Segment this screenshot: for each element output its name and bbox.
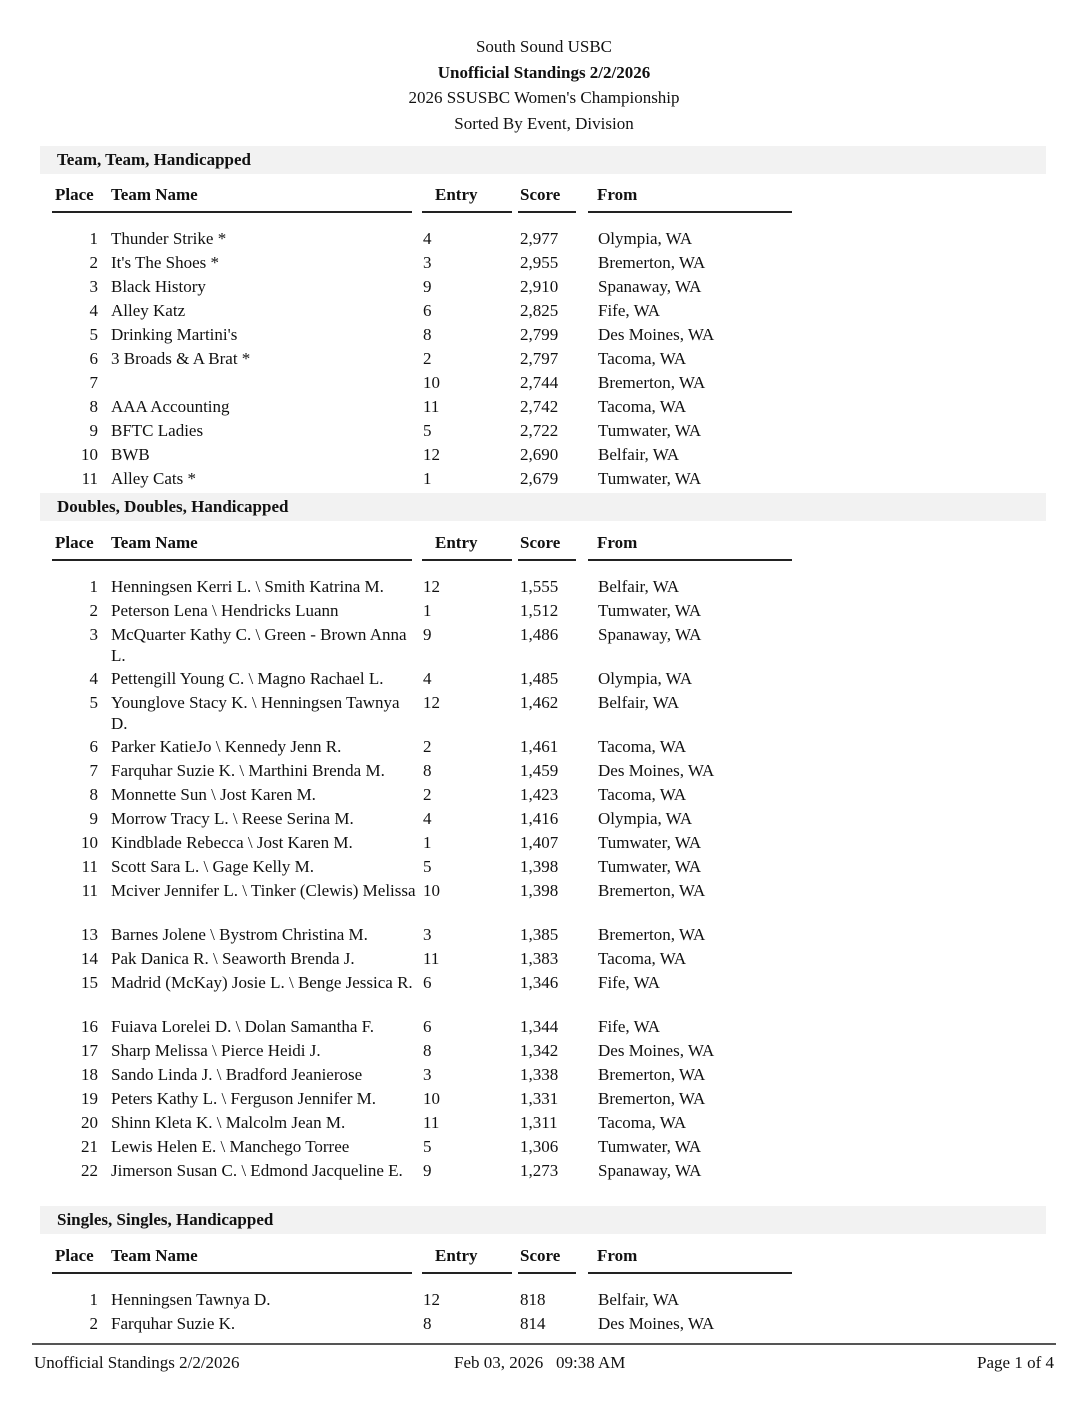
- cell-place: 11: [81, 469, 98, 488]
- cell-entry: 5: [423, 1137, 432, 1156]
- cell-name: Fuiava Lorelei D. \ Dolan Samantha F.: [111, 1017, 375, 1036]
- cell-score: 1,398: [520, 857, 559, 876]
- cell-place: 1: [89, 577, 98, 596]
- cell-place: 5: [89, 325, 98, 344]
- footer-title: Unofficial Standings 2/2/2026: [34, 1353, 240, 1372]
- cell-name: Mciver Jennifer L. \ Tinker (Clewis) Melissa: [111, 881, 416, 900]
- cell-from: Bremerton, WA: [598, 1089, 706, 1108]
- section-title: Team, Team, Handicapped: [57, 150, 251, 169]
- cell-from: Des Moines, WA: [598, 325, 715, 344]
- column-header-row: [0, 185, 1088, 215]
- cell-entry: 6: [423, 301, 432, 320]
- cell-entry: 2: [423, 737, 432, 756]
- cell-entry: 10: [423, 373, 440, 392]
- cell-name: Monnette Sun \ Jost Karen M.: [111, 785, 316, 804]
- cell-entry: 6: [423, 1017, 432, 1036]
- cell-name: Barnes Jolene \ Bystrom Christina M.: [111, 925, 368, 944]
- cell-name: Henningsen Kerri L. \ Smith Katrina M.: [111, 577, 384, 596]
- cell-place: 6: [89, 349, 98, 368]
- cell-place: 4: [89, 301, 98, 320]
- cell-place: 8: [89, 785, 98, 804]
- cell-entry: 2: [423, 785, 432, 804]
- cell-from: Tumwater, WA: [598, 857, 702, 876]
- column-underline: [52, 211, 412, 213]
- cell-name: BFTC Ladies: [111, 421, 204, 440]
- column-underline: [422, 1272, 512, 1274]
- cell-score: 1,416: [520, 809, 559, 828]
- cell-entry: 10: [423, 881, 440, 900]
- cell-name: AAA Accounting: [111, 397, 230, 416]
- cell-place: 17: [81, 1041, 98, 1060]
- cell-score: 1,338: [520, 1065, 559, 1084]
- cell-score: 2,744: [520, 373, 559, 392]
- column-underline: [518, 559, 576, 561]
- cell-entry: 4: [423, 669, 432, 688]
- column-header-entry: Entry: [435, 1246, 478, 1265]
- cell-entry: 12: [423, 577, 440, 596]
- cell-score: 2,679: [520, 469, 559, 488]
- cell-from: Des Moines, WA: [598, 1314, 715, 1333]
- cell-place: 20: [81, 1113, 98, 1132]
- cell-place: 3: [89, 625, 98, 644]
- cell-name: McQuarter Kathy C. \ Green - Brown Anna L.: [111, 625, 407, 665]
- cell-name: Parker KatieJo \ Kennedy Jenn R.: [111, 737, 342, 756]
- cell-from: Bremerton, WA: [598, 373, 706, 392]
- cell-entry: 3: [423, 253, 432, 272]
- column-header-place: Place: [55, 185, 94, 204]
- cell-entry: 1: [423, 601, 432, 620]
- column-header-team-name: Team Name: [111, 1246, 198, 1265]
- cell-score: 818: [520, 1290, 546, 1309]
- cell-place: 4: [89, 669, 98, 688]
- column-underline: [422, 559, 512, 561]
- cell-from: Tacoma, WA: [598, 737, 687, 756]
- cell-place: 19: [81, 1089, 98, 1108]
- cell-score: 1,273: [520, 1161, 559, 1180]
- cell-place: 6: [89, 737, 98, 756]
- column-header-entry: Entry: [435, 185, 478, 204]
- cell-from: Belfair, WA: [598, 445, 680, 464]
- cell-score: 1,512: [520, 601, 559, 620]
- event-name: 2026 SSUSBC Women's Championship: [408, 88, 680, 107]
- column-header-from: From: [597, 533, 638, 552]
- cell-name: Peterson Lena \ Hendricks Luann: [111, 601, 339, 620]
- cell-from: Tumwater, WA: [598, 601, 702, 620]
- cell-name: Kindblade Rebecca \ Jost Karen M.: [111, 833, 353, 852]
- column-header-place: Place: [55, 533, 94, 552]
- cell-place: 16: [81, 1017, 98, 1036]
- cell-score: 2,955: [520, 253, 559, 272]
- cell-entry: 10: [423, 1089, 440, 1108]
- column-underline: [588, 211, 792, 213]
- column-header-entry: Entry: [435, 533, 478, 552]
- column-header-team-name: Team Name: [111, 185, 198, 204]
- cell-entry: 11: [423, 1113, 440, 1132]
- footer-timestamp: Feb 03, 2026 09:38 AM: [454, 1353, 626, 1372]
- cell-place: 11: [81, 881, 98, 900]
- cell-from: Tacoma, WA: [598, 1113, 687, 1132]
- cell-score: 2,690: [520, 445, 559, 464]
- column-header-score: Score: [520, 1246, 561, 1265]
- cell-place: 13: [81, 925, 98, 944]
- cell-score: 1,462: [520, 693, 559, 712]
- cell-place: 5: [89, 693, 98, 712]
- org-name: South Sound USBC: [475, 37, 613, 56]
- cell-entry: 11: [423, 397, 440, 416]
- cell-score: 1,485: [520, 669, 559, 688]
- cell-entry: 12: [423, 693, 440, 712]
- cell-from: Spanaway, WA: [598, 277, 702, 296]
- cell-from: Bremerton, WA: [598, 1065, 706, 1084]
- column-header-score: Score: [520, 533, 561, 552]
- cell-place: 7: [89, 373, 98, 392]
- cell-entry: 5: [423, 421, 432, 440]
- cell-name: 3 Broads & A Brat *: [111, 349, 251, 368]
- cell-name: Peters Kathy L. \ Ferguson Jennifer M.: [111, 1089, 377, 1108]
- cell-score: 1,383: [520, 949, 559, 968]
- column-header-score: Score: [520, 185, 561, 204]
- column-underline: [518, 211, 576, 213]
- cell-entry: 6: [423, 973, 432, 992]
- cell-place: 2: [89, 1314, 98, 1333]
- cell-score: 1,555: [520, 577, 559, 596]
- cell-name: Pak Danica R. \ Seaworth Brenda J.: [111, 949, 355, 968]
- cell-from: Tumwater, WA: [598, 469, 702, 488]
- cell-score: 1,398: [520, 881, 559, 900]
- cell-entry: 8: [423, 761, 432, 780]
- cell-place: 2: [89, 253, 98, 272]
- cell-score: 2,799: [520, 325, 559, 344]
- cell-place: 10: [81, 833, 98, 852]
- cell-from: Spanaway, WA: [598, 1161, 702, 1180]
- cell-score: 1,346: [520, 973, 559, 992]
- cell-name: Lewis Helen E. \ Manchego Torree: [111, 1137, 350, 1156]
- column-underline: [52, 1272, 412, 1274]
- cell-from: Belfair, WA: [598, 1290, 680, 1309]
- cell-from: Tumwater, WA: [598, 421, 702, 440]
- cell-name: Scott Sara L. \ Gage Kelly M.: [111, 857, 315, 876]
- cell-name: Madrid (McKay) Josie L. \ Benge Jessica R.: [111, 973, 413, 992]
- column-underline: [588, 1272, 792, 1274]
- section-header: [40, 1206, 1046, 1234]
- cell-name: Shinn Kleta K. \ Malcolm Jean M.: [111, 1113, 346, 1132]
- cell-place: 18: [81, 1065, 98, 1084]
- cell-score: 1,459: [520, 761, 559, 780]
- cell-from: Spanaway, WA: [598, 625, 702, 644]
- cell-place: 14: [81, 949, 98, 968]
- cell-score: 2,977: [520, 229, 559, 248]
- cell-score: 1,385: [520, 925, 559, 944]
- cell-from: Olympia, WA: [598, 229, 693, 248]
- cell-from: Bremerton, WA: [598, 925, 706, 944]
- cell-from: Tacoma, WA: [598, 397, 687, 416]
- cell-entry: 5: [423, 857, 432, 876]
- cell-name: BWB: [111, 445, 150, 464]
- cell-entry: 4: [423, 229, 432, 248]
- cell-from: Belfair, WA: [598, 693, 680, 712]
- cell-score: 1,461: [520, 737, 559, 756]
- cell-from: Tacoma, WA: [598, 349, 687, 368]
- cell-place: 3: [89, 277, 98, 296]
- cell-place: 10: [81, 445, 98, 464]
- cell-score: 1,311: [520, 1113, 558, 1132]
- cell-entry: 11: [423, 949, 440, 968]
- cell-from: Tumwater, WA: [598, 1137, 702, 1156]
- section-header: [40, 146, 1046, 174]
- column-header-row: [0, 533, 1088, 563]
- column-header-place: Place: [55, 1246, 94, 1265]
- footer-divider: [32, 1343, 1056, 1345]
- cell-name: Drinking Martini's: [111, 325, 238, 344]
- cell-name: Morrow Tracy L. \ Reese Serina M.: [111, 809, 354, 828]
- cell-place: 21: [81, 1137, 98, 1156]
- cell-entry: 1: [423, 469, 432, 488]
- cell-from: Tumwater, WA: [598, 833, 702, 852]
- cell-from: Fife, WA: [598, 973, 661, 992]
- cell-name: Younglove Stacy K. \ Henningsen Tawnya D.: [111, 693, 400, 733]
- cell-entry: 12: [423, 1290, 440, 1309]
- cell-name: Sharp Melissa \ Pierce Heidi J.: [111, 1041, 321, 1060]
- cell-place: 22: [81, 1161, 98, 1180]
- cell-name: Jimerson Susan C. \ Edmond Jacqueline E.: [111, 1161, 403, 1180]
- cell-from: Fife, WA: [598, 1017, 661, 1036]
- section-header: [40, 493, 1046, 521]
- cell-score: 2,742: [520, 397, 559, 416]
- cell-name: Pettengill Young C. \ Magno Rachael L.: [111, 669, 384, 688]
- report-title: Unofficial Standings 2/2/2026: [437, 63, 651, 82]
- cell-from: Bremerton, WA: [598, 253, 706, 272]
- cell-score: 2,910: [520, 277, 559, 296]
- cell-score: 2,722: [520, 421, 559, 440]
- cell-from: Bremerton, WA: [598, 881, 706, 900]
- cell-place: 1: [89, 1290, 98, 1309]
- cell-from: Olympia, WA: [598, 809, 693, 828]
- column-header-row: [0, 1246, 1088, 1276]
- cell-name: Alley Katz: [111, 301, 186, 320]
- cell-name: Henningsen Tawnya D.: [111, 1290, 271, 1309]
- cell-entry: 8: [423, 1314, 432, 1333]
- cell-name: Farquhar Suzie K. \ Marthini Brenda M.: [111, 761, 385, 780]
- column-header-team-name: Team Name: [111, 533, 198, 552]
- cell-entry: 2: [423, 349, 432, 368]
- cell-entry: 4: [423, 809, 432, 828]
- cell-entry: 9: [423, 625, 432, 644]
- cell-score: 1,486: [520, 625, 559, 644]
- cell-entry: 1: [423, 833, 432, 852]
- cell-place: 2: [89, 601, 98, 620]
- cell-score: 1,423: [520, 785, 559, 804]
- column-underline: [588, 559, 792, 561]
- section-title: Doubles, Doubles, Handicapped: [57, 497, 289, 516]
- cell-name: Farquhar Suzie K.: [111, 1314, 236, 1333]
- column-header-from: From: [597, 185, 638, 204]
- cell-score: 1,344: [520, 1017, 559, 1036]
- cell-from: Fife, WA: [598, 301, 661, 320]
- cell-from: Tacoma, WA: [598, 785, 687, 804]
- cell-entry: 8: [423, 1041, 432, 1060]
- cell-entry: 12: [423, 445, 440, 464]
- cell-place: 9: [89, 421, 98, 440]
- cell-entry: 3: [423, 925, 432, 944]
- cell-score: 2,825: [520, 301, 559, 320]
- sort-description: Sorted By Event, Division: [454, 114, 634, 133]
- footer-page-number: Page 1 of 4: [977, 1353, 1054, 1372]
- column-underline: [52, 559, 412, 561]
- cell-from: Belfair, WA: [598, 577, 680, 596]
- cell-place: 15: [81, 973, 98, 992]
- cell-score: 1,331: [520, 1089, 559, 1108]
- cell-score: 2,797: [520, 349, 559, 368]
- cell-from: Tacoma, WA: [598, 949, 687, 968]
- cell-name: It's The Shoes *: [111, 253, 220, 272]
- section-title: Singles, Singles, Handicapped: [57, 1210, 274, 1229]
- cell-score: 814: [520, 1314, 546, 1333]
- cell-place: 1: [89, 229, 98, 248]
- cell-from: Olympia, WA: [598, 669, 693, 688]
- cell-name: Sando Linda J. \ Bradford Jeanierose: [111, 1065, 363, 1084]
- cell-place: 9: [89, 809, 98, 828]
- cell-from: Des Moines, WA: [598, 1041, 715, 1060]
- column-underline: [422, 211, 512, 213]
- cell-score: 1,407: [520, 833, 559, 852]
- cell-name: Black History: [111, 277, 206, 296]
- column-header-from: From: [597, 1246, 638, 1265]
- cell-name: Thunder Strike *: [111, 229, 227, 248]
- cell-score: 1,306: [520, 1137, 559, 1156]
- cell-entry: 9: [423, 277, 432, 296]
- cell-score: 1,342: [520, 1041, 559, 1060]
- cell-from: Des Moines, WA: [598, 761, 715, 780]
- cell-place: 7: [89, 761, 98, 780]
- column-underline: [518, 1272, 576, 1274]
- cell-entry: 9: [423, 1161, 432, 1180]
- cell-place: 8: [89, 397, 98, 416]
- cell-name: Alley Cats *: [111, 469, 196, 488]
- cell-place: 11: [81, 857, 98, 876]
- cell-entry: 3: [423, 1065, 432, 1084]
- cell-entry: 8: [423, 325, 432, 344]
